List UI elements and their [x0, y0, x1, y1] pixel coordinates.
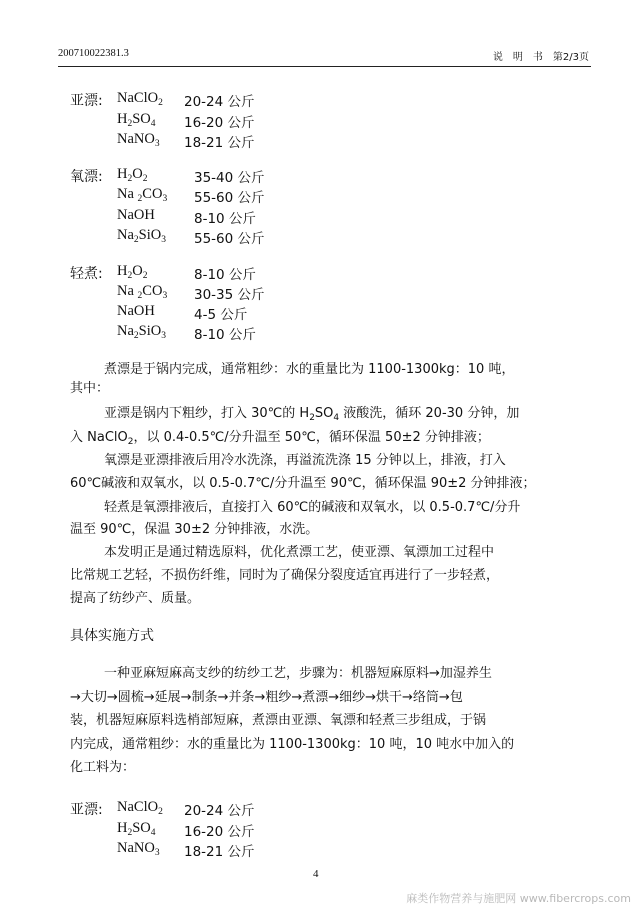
amount: 8-10 公斤 [194, 327, 256, 343]
body-line: 化工料为： [70, 760, 136, 775]
amount: 8-10 公斤 [194, 267, 256, 283]
section-heading: 具体实施方式 [70, 628, 154, 644]
page-number: 4 [313, 868, 319, 880]
body-line: 一种亚麻短麻高支纱的纺纱工艺，步骤为：机器短麻原料→加湿养生 [104, 666, 492, 681]
body-line: 提高了纺纱产、质量。 [70, 591, 201, 606]
body-line: 其中： [70, 381, 110, 396]
amount: 4-5 公斤 [194, 307, 248, 323]
formula-na2co3: Na $_2CO_3$ [117, 186, 168, 204]
page-label: 说 明 书 第2/3页 [492, 52, 589, 63]
watermark: 麻类作物营养与施肥网 www.fibercrops.com [406, 892, 631, 905]
body-line: 温至 90℃，保温 30±2 分钟排液，水洗。 [70, 522, 319, 537]
body-line: 轻煮是氧漂排液后，直接打入 60℃的碱液和双氧水，以 0.5-0.7℃/分升 [104, 500, 521, 515]
formula-naclo2: NaClO$_2$ [117, 799, 163, 817]
table-label-qingzhu: 轻煮: [70, 266, 103, 282]
amount: 8-10 公斤 [194, 211, 256, 227]
formula-naoh: NaOH [117, 207, 155, 223]
table-label-yangpiao: 氧漂: [70, 169, 103, 185]
formula-h2so4: $H_2SO_4$ [117, 820, 156, 838]
formula-h2so4: $H_2SO_4$ [117, 111, 156, 129]
table-label-yapiao: 亚漂: [70, 802, 103, 818]
header-rule [58, 66, 591, 67]
formula-naclo2: NaClO$_2$ [117, 90, 163, 108]
amount: 55-60 公斤 [194, 190, 265, 206]
body-line: 装，机器短麻原料选梢部短麻，煮漂由亚漂、氧漂和轻煮三步组成，于锅 [70, 713, 487, 728]
body-line: 亚漂是锅内下粗纱，打入 30℃的 $H_2SO_4$ 液酸洗，循环 20-30 分钟，加 [104, 406, 520, 423]
amount: 55-60 公斤 [194, 231, 265, 247]
body-line: 内完成，通常粗纱：水的重量比为 1100-1300kg：10 吨，10 吨水中加入的 [70, 737, 515, 752]
formula-naoh: NaOH [117, 303, 155, 319]
amount: 18-21 公斤 [184, 135, 255, 151]
formula-h2o2: $H_2O_2$ [117, 166, 148, 184]
amount: 30-35 公斤 [194, 287, 265, 303]
amount: 20-24 公斤 [184, 94, 255, 110]
doc-number: 200710022381.3 [58, 48, 129, 59]
formula-nano3: NaNO$_3$ [117, 131, 160, 149]
body-line: 比常规工艺轻，不损伤纤维，同时为了确保分裂度适宜再进行了一步轻煮， [70, 568, 500, 583]
formula-na2sio3: $Na_2SiO_3$ [117, 227, 166, 245]
body-line: 氧漂是亚漂排液后用冷水洗涤，再溢流洗涤 15 分钟以上，排液，打入 [104, 453, 506, 468]
table-label-yapiao: 亚漂: [70, 93, 103, 109]
amount: 16-20 公斤 [184, 824, 255, 840]
body-line: 煮漂是于锅内完成，通常粗纱：水的重量比为 1100-1300kg：10 吨， [104, 362, 515, 377]
amount: 16-20 公斤 [184, 115, 255, 131]
body-line: →大切→圆梳→延展→制条→并条→粗纱→煮漂→细纱→烘干→络筒→包 [70, 690, 463, 705]
body-line: 入 NaClO$_2$，以 0.4-0.5℃/分升温至 50℃，循环保温 50±2 分钟排液； [70, 430, 490, 447]
amount: 20-24 公斤 [184, 803, 255, 819]
formula-nano3: NaNO$_3$ [117, 840, 160, 858]
formula-h2o2: $H_2O_2$ [117, 263, 148, 281]
formula-na2co3: Na $_2CO_3$ [117, 283, 168, 301]
body-line: 60℃碱液和双氧水，以 0.5-0.7℃/分升温至 90℃，循环保温 90±2 分钟排液； [70, 476, 536, 491]
amount: 35-40 公斤 [194, 170, 265, 186]
body-line: 本发明正是通过精选原料，优化煮漂工艺，使亚漂、氧漂加工过程中 [104, 545, 495, 560]
formula-na2sio3: $Na_2SiO_3$ [117, 323, 166, 341]
amount: 18-21 公斤 [184, 844, 255, 860]
